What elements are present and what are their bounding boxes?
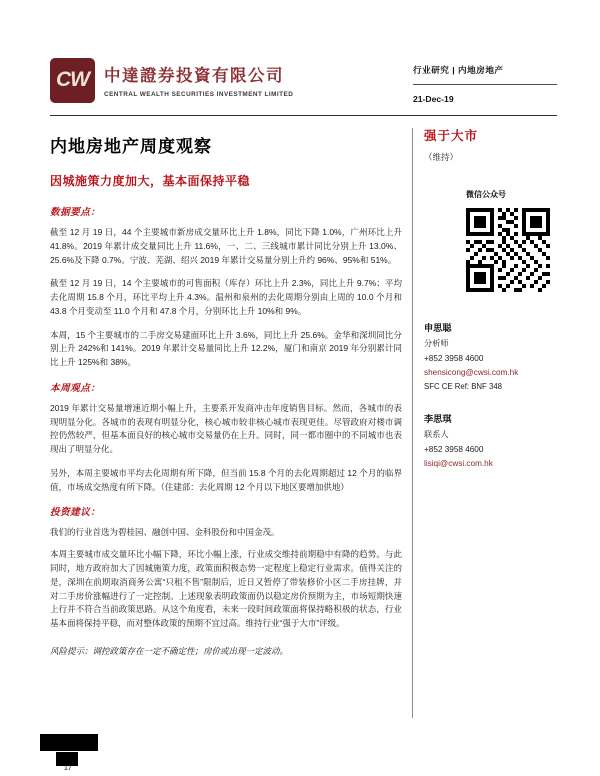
section-data-points [50,204,402,370]
analyst-phone: +852 3958 4600 [424,354,484,363]
paragraph: 另外，本周主要城市平均去化周期有所下降，但当前 15.8 个月的去化周期超过 12 个月的临界值，市场成交热度有所下降。（住建部：去化周期 12 个月以下地区要增加供地） [50,467,402,492]
page-title: 内地房地产周度观察 [50,137,212,156]
wechat-block [466,189,557,292]
contact-phone: +852 3958 4600 [424,445,484,454]
qr-code-image [466,208,550,292]
company-name-english: CENTRAL WEALTH SECURITIES INVESTMENT LIMITED [104,91,294,98]
paragraph: 本周主要城市成交量环比小幅下降，环比小幅上涨，行业成交维持前期稳中有降的趋势。与此同时，地方政府加大了因城施策力度，政策面积极态势一定程度上稳定行业需求。值得关注的是，深圳在前期取消商务公寓“只租不售”限制后，近日又暂停了带装修价小区二手房挂牌，并对二手房价涨幅进行了一定控制。上述现象表明政策面仍以稳定房价预期为主，市场短期快速上行并不符合当前政策思路。从这个角度看，未来一段时间政策面将保持略积极的状态，行业基本面将保持平稳，而对整体政策的预期不宜过高。维持行业“强于大市”评级。 [50,549,402,629]
risk-warning: 风险提示：调控政策存在一定不确定性；房价或出现一定波动。 [50,645,289,656]
rating-badge: 强于大市 [424,129,479,143]
company-names [104,62,293,98]
section-heading: 数据要点： [50,207,101,218]
report-type-sector: 行业研究 | 内地房地产 [413,65,504,75]
paragraph: 2019 年累计交易量增速近期小幅上升，主要系开发商冲击年度销售目标。然而，各城市的表现明显分化。各城市的表现有明显分化，核心城市较非核心城市表现更佳。尽管政府对楼市调控仍然较严，但基本面良好的核心城市交易量仍在上升。同时，同一都市圈中的不同城市也表现出了明显分化。 [50,402,402,455]
meta-divider [413,84,557,85]
secondary-contact-card [424,411,557,468]
analyst-sfc-ref: SFC CE Ref: BNF 348 [424,382,502,391]
report-sidebar [424,126,557,468]
report-header [50,56,557,104]
contact-role: 联系人 [424,430,449,439]
wechat-qr-code [466,208,550,292]
report-date: 21-Dec-19 [413,94,454,104]
analyst-contact-card [424,320,557,391]
paragraph: 本周，15 个主要城市的二手房交易建面环比上升 3.6%，同比上升 25.6%。金华和深圳同比分别上升 242%和 141%。2019 年累计交易量同比上升 12.2%，厦门和南京 2019 年分别累计同比上升 125%和 38%。 [50,329,402,368]
analyst-name: 申思聪 [424,323,452,333]
paragraph: 截至 12 月 19 日，44 个主要城市新房成交量环比上升 1.8%，同比下降 1.0%，广州环比上升 41.8%。2019 年累计成交量同比上升 11.6%，一、二、三线城市累计同比分别上升 13.0%、25.6%及下降 0.7%。宁波、芜湖、绍兴 2019 年累计交易量分别上升约 96%、95%和 51%。 [50,227,402,265]
redaction-box [56,752,78,766]
company-name-chinese: 中達證券投資有限公司 [104,67,284,85]
section-weekly-view [50,380,402,495]
analyst-email: shensicong@cwsi.com.hk [424,368,519,377]
contact-email: lisiqi@cwsi.com.hk [424,459,493,468]
contact-name: 李思琪 [424,414,452,424]
section-heading: 本周观点： [50,382,101,394]
column-divider [412,128,413,718]
paragraph: 截至 12 月 19 日，14 个主要城市的可售面积（库存）环比上升 2.3%，同比上升 9.7%；平均去化周期 15.8 个月，环比平均上升 4.3%。温州和泉州的去化周期分别由上周的 10.0 个月和 43.8 个月变动至 11.0 个月和 47.8 个月，分别环比上升 10%和 9%。 [50,278,402,316]
section-investment-advice [50,504,402,630]
redaction-bar [40,734,98,751]
report-meta-block [413,56,557,104]
wechat-label: 微信公众号 [466,190,506,199]
company-logo-icon: CW [50,58,95,103]
report-subtitle: 因城施策力度加大，基本面保持平稳 [50,174,251,188]
page-number: 17 [64,765,72,772]
report-body [50,126,402,657]
analyst-role: 分析师 [424,339,449,348]
company-logo-block [50,56,293,104]
paragraph: 我们的行业首选为碧桂园、融创中国、金科股份和中国金茂。 [50,527,280,538]
section-heading: 投资建议： [50,507,101,519]
header-divider [50,115,557,116]
rating-note: （维持） [424,152,459,162]
